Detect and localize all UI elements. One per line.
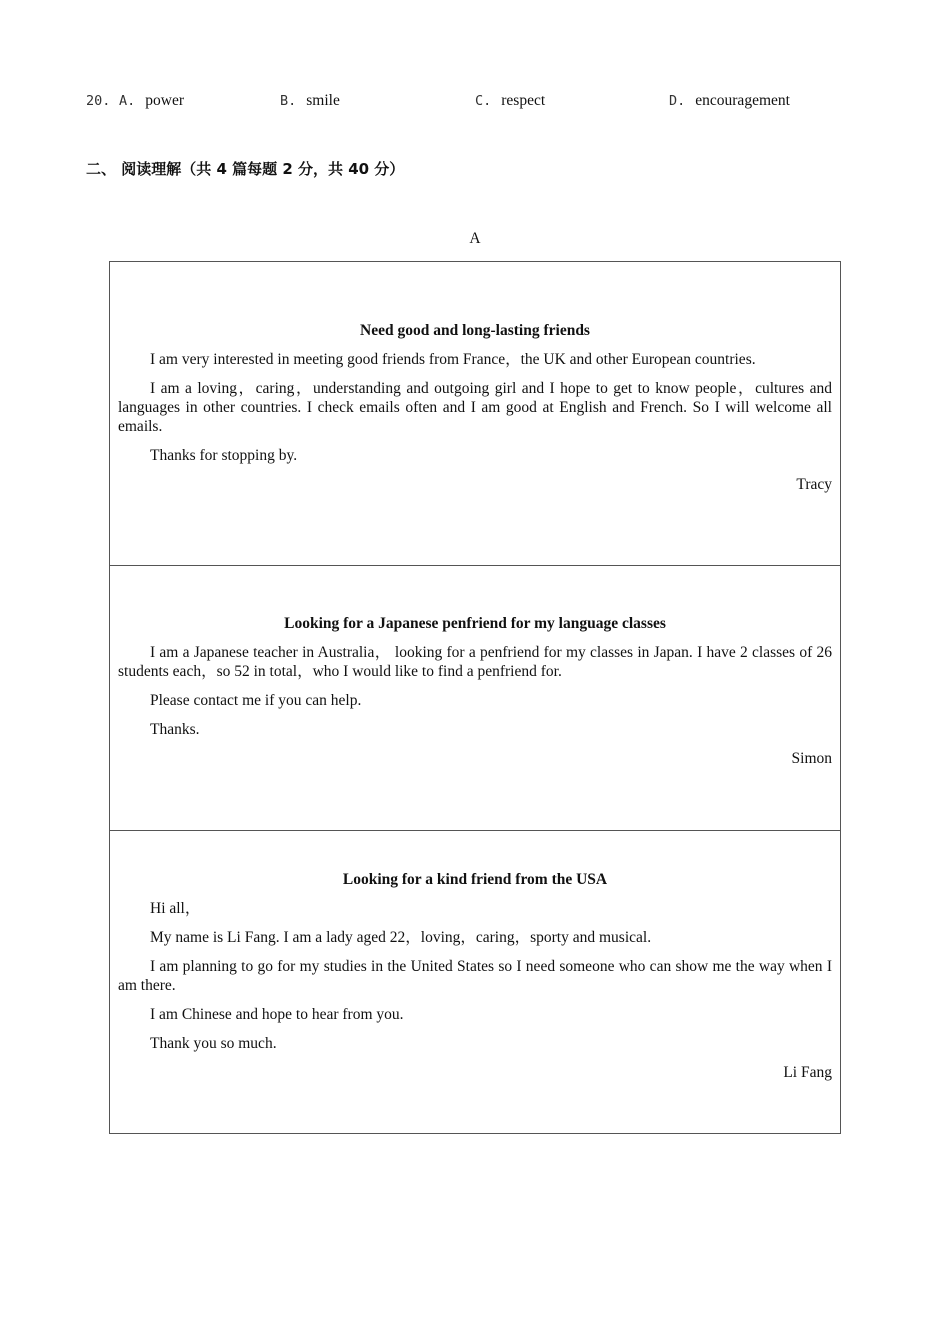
ad-paragraph: I am planning to go for my studies in the United States so I need someone who can show me the way when I am there. bbox=[118, 958, 832, 994]
option-c[interactable] bbox=[475, 90, 545, 112]
option-text: smile bbox=[306, 92, 340, 109]
ad-paragraph: My name is Li Fang. I am a lady aged 22，loving，caring，sporty and musical. bbox=[150, 929, 652, 946]
ad-title: Looking for a Japanese penfriend for my language classes bbox=[284, 615, 666, 632]
ad-signature: Tracy bbox=[796, 476, 832, 493]
ad-paragraph: Thank you so much. bbox=[150, 1035, 277, 1052]
question-20-options bbox=[86, 90, 866, 112]
ad-title: Need good and long-lasting friends bbox=[360, 322, 590, 339]
ad-signature: Simon bbox=[791, 750, 832, 767]
ad-paragraph: Please contact me if you can help. bbox=[150, 692, 362, 709]
option-d[interactable] bbox=[669, 90, 790, 112]
option-letter: C. bbox=[475, 93, 492, 109]
option-text: encouragement bbox=[695, 92, 790, 109]
ad-signature: Li Fang bbox=[783, 1064, 832, 1081]
section-heading: 二、 阅读理解（共 4 篇每题 2 分，共 40 分） bbox=[86, 160, 405, 178]
ads-table bbox=[109, 261, 841, 1134]
passage-label: A bbox=[469, 230, 481, 247]
option-letter: A. bbox=[119, 93, 136, 109]
ad-cell-simon bbox=[110, 565, 840, 830]
ad-paragraph: I am a Japanese teacher in Australia， looking for a penfriend for my classes in Japan. I have 2 classes of 26 students each，so 52 in total，who I would like to find a penfriend for. bbox=[118, 644, 832, 680]
ad-cell-tracy bbox=[110, 262, 840, 565]
ad-paragraph: Hi all， bbox=[150, 900, 201, 917]
ad-cell-li-fang bbox=[110, 830, 840, 1133]
option-b[interactable] bbox=[280, 90, 340, 112]
option-text: respect bbox=[501, 92, 546, 109]
option-a[interactable] bbox=[119, 90, 184, 112]
option-letter: D. bbox=[669, 93, 686, 109]
question-number: 20. bbox=[86, 93, 111, 109]
option-letter: B. bbox=[280, 93, 297, 109]
ad-paragraph: I am Chinese and hope to hear from you. bbox=[150, 1006, 404, 1023]
ad-title: Looking for a kind friend from the USA bbox=[342, 871, 608, 888]
ad-paragraph: Thanks for stopping by. bbox=[150, 447, 298, 464]
ad-paragraph: I am a loving，caring，understanding and outgoing girl and I hope to get to know people，cultures and languages in other countries. I check emails often and I am good at English and French. So I will welcome all emails. bbox=[118, 380, 832, 435]
option-text: power bbox=[145, 92, 185, 109]
ad-paragraph: I am very interested in meeting good friends from France，the UK and other European countries. bbox=[150, 351, 756, 368]
ad-paragraph: Thanks. bbox=[150, 721, 200, 738]
